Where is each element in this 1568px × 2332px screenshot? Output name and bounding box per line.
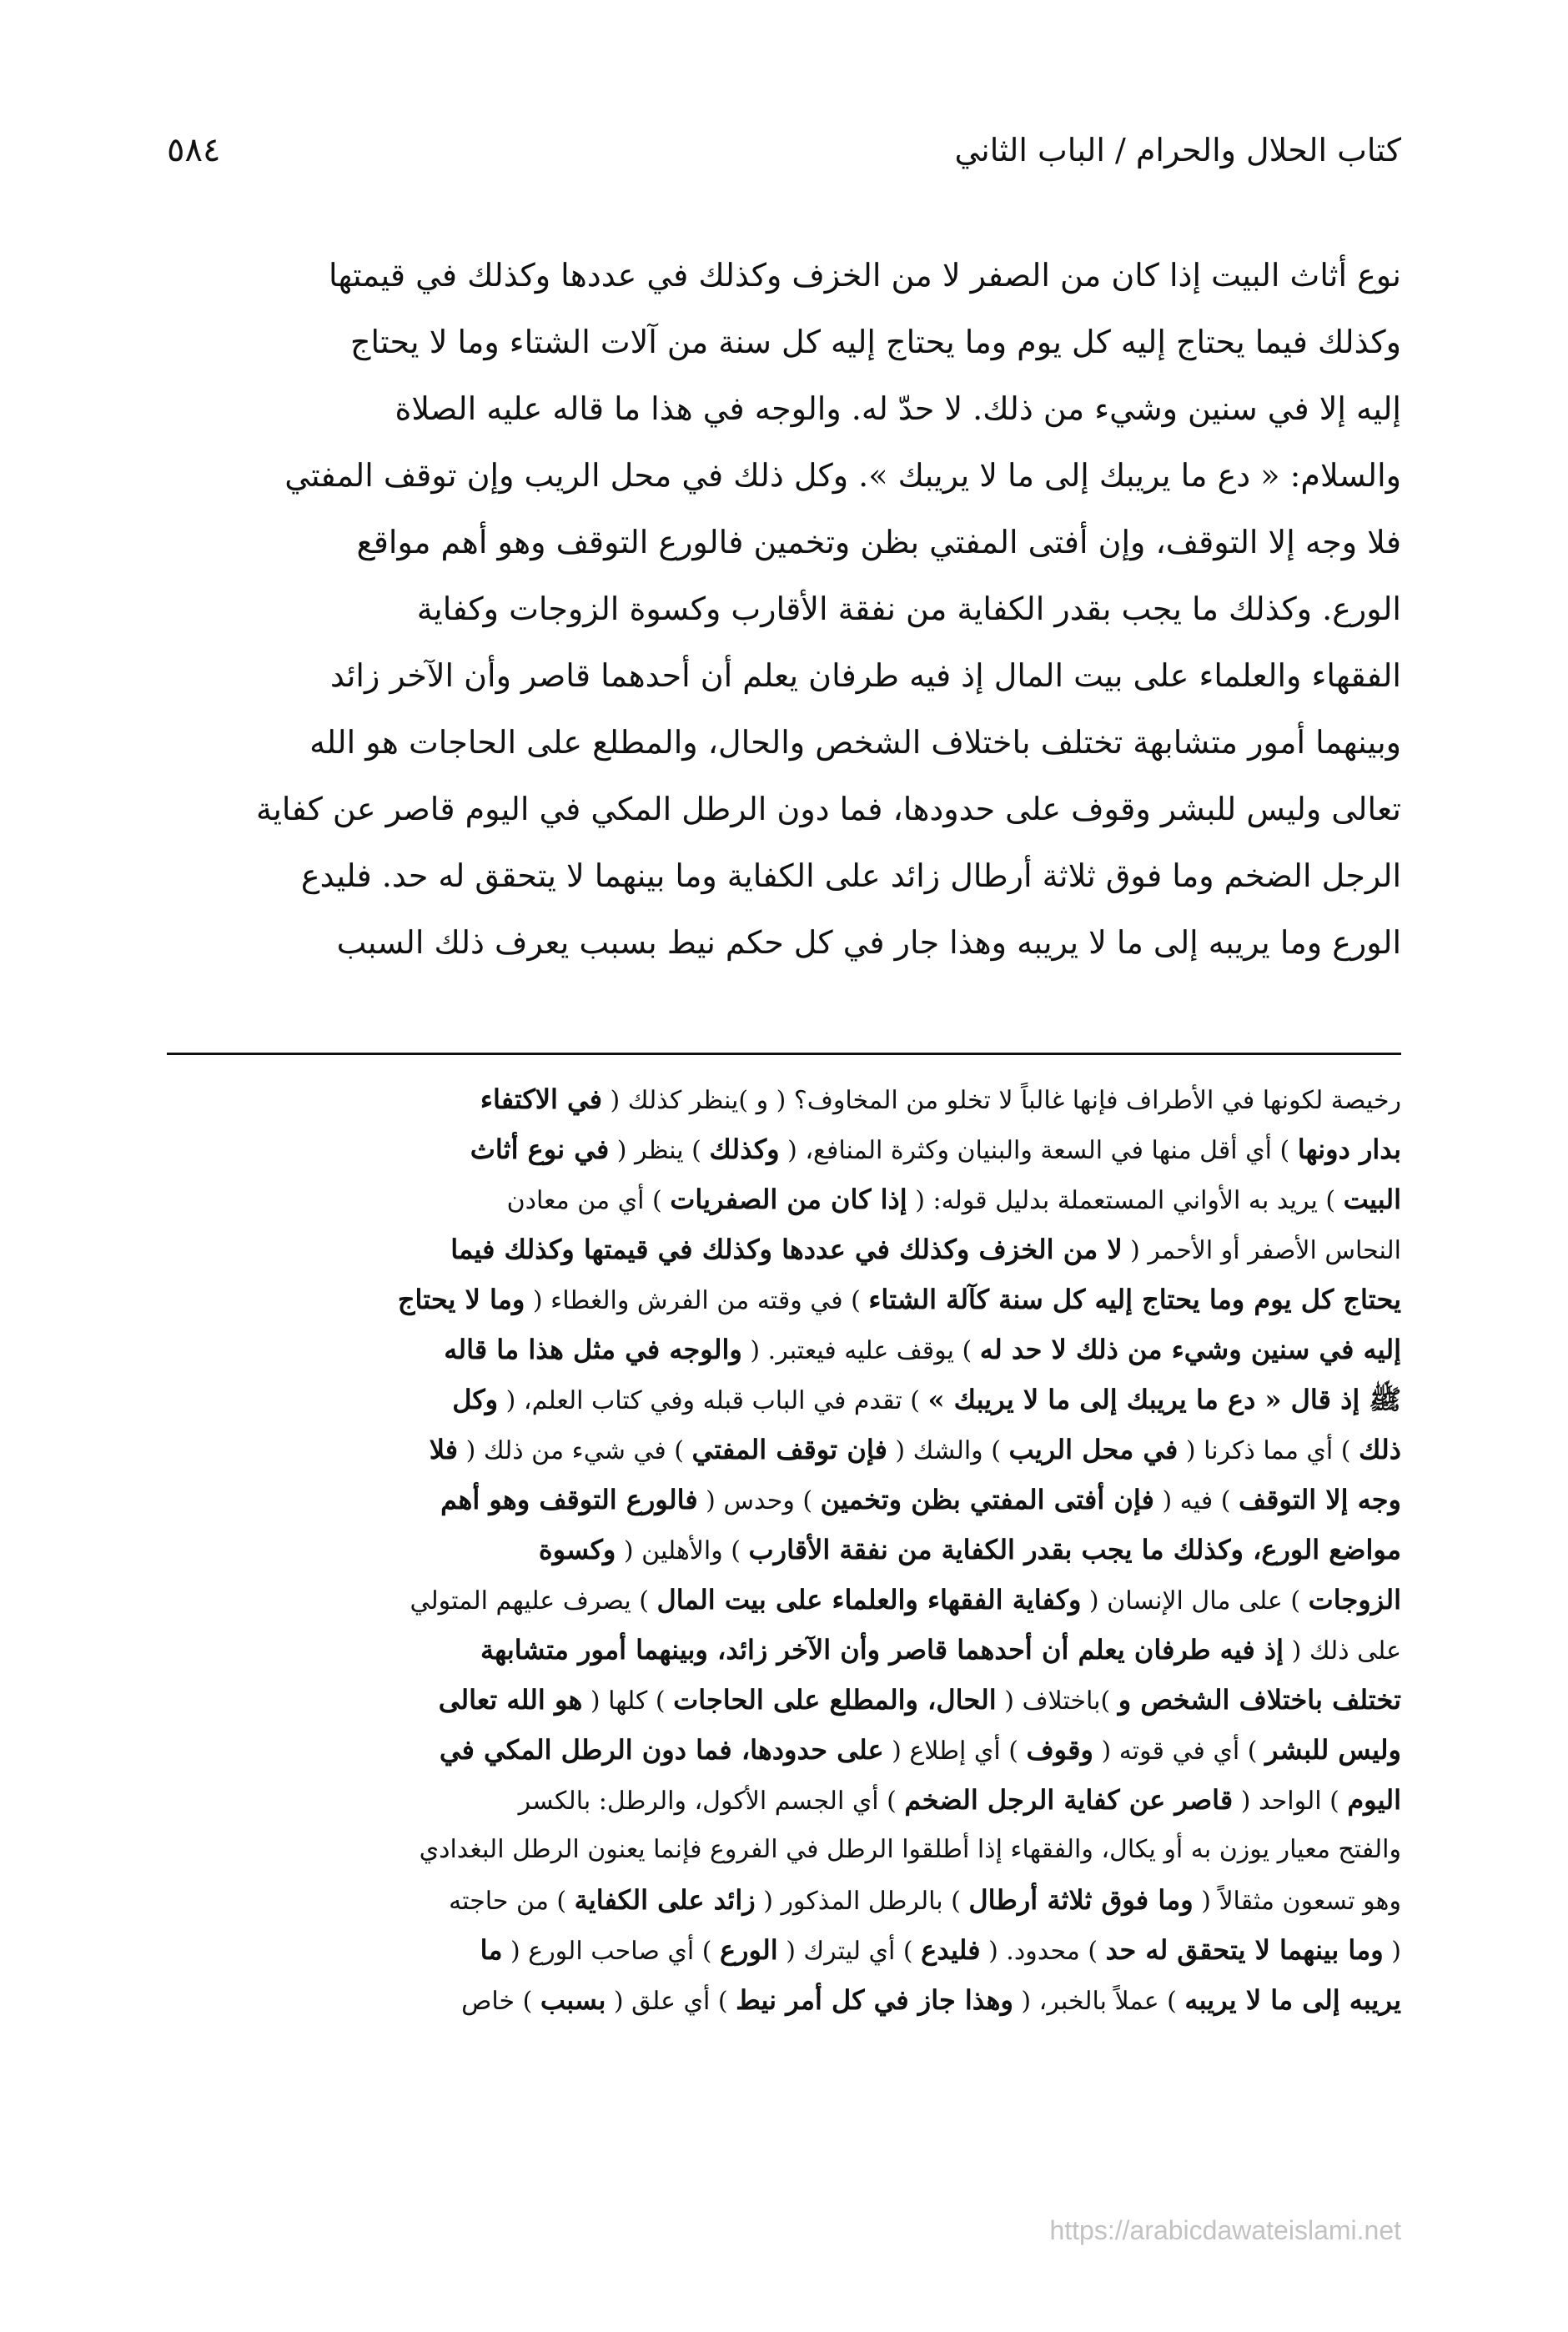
commentary-line — [167, 1525, 1401, 1575]
quoted-text: بدار دونها — [1297, 1133, 1401, 1165]
commentary-text: ) ينظر ( — [609, 1136, 710, 1165]
quoted-text: زائد على الكفاية — [574, 1884, 756, 1916]
commentary-text: ) كلها ( — [582, 1686, 674, 1716]
main-text-line: الورع وما يريبه إلى ما لا يريبه وهذا جار في كل حكم نيط بسبب يعرف ذلك السبب — [336, 924, 1401, 961]
commentary-text: )باختلاف ( — [996, 1686, 1118, 1716]
quoted-text: هو الله تعالى — [438, 1684, 583, 1716]
commentary-text: ) تقدم في الباب قبله وفي كتاب العلم، ( — [498, 1386, 928, 1415]
quoted-text: وما لا يحتاج — [397, 1284, 525, 1315]
quoted-text: البيت — [1343, 1184, 1401, 1215]
main-text-line: الفقهاء والعلماء على بيت المال إذ فيه طرفان يعلم أن أحدهما قاصر وأن الآخر زائد — [329, 657, 1401, 694]
commentary-text: ) على مال الإنسان ( — [1081, 1586, 1309, 1616]
commentary-line — [167, 1124, 1401, 1174]
commentary-text: ) عملاً بالخبر، ( — [1013, 1987, 1185, 2016]
quoted-text: اليوم — [1347, 1784, 1401, 1816]
commentary-text: وهو تسعون مثقالاً ( — [1193, 1887, 1401, 1916]
commentary-block — [167, 1074, 1401, 2025]
main-text-line: نوع أثاث البيت إذا كان من الصفر لا من الخزف وكذلك في عددها وكذلك في قيمتها — [328, 257, 1401, 294]
footnote-divider — [167, 1053, 1401, 1055]
main-text-line: الرجل الضخم وما فوق ثلاثة أرطال زائد على الكفاية وما بينهما لا يتحقق له حد. فليدع — [300, 857, 1401, 894]
commentary-line — [167, 1975, 1401, 2025]
main-text-line: فلا وجه إلا التوقف، وإن أفتى المفتي بظن وتخمين فالورع التوقف وهو أهم مواقع — [356, 524, 1401, 560]
commentary-line — [167, 1775, 1401, 1825]
commentary-text: ) من حاجته — [449, 1887, 575, 1916]
quoted-text: إذا كان من الصفريات — [670, 1184, 907, 1215]
page-number: ٥٨٤ — [167, 131, 221, 169]
quoted-text: في نوع أثاث — [470, 1133, 610, 1165]
quoted-text: يحتاج كل يوم وما يحتاج إليه كل سنة كآلة الشتاء — [868, 1284, 1401, 1315]
commentary-text: ) والأهلين ( — [616, 1536, 749, 1566]
commentary-text: ) يصرف عليهم المتولي — [410, 1586, 657, 1616]
quoted-text: على حدودها، فما دون الرطل المكي في — [439, 1734, 884, 1766]
commentary-text: ( — [1383, 1937, 1401, 1966]
commentary-text: ) أي الجسم الأكول، والرطل: بالكسر — [518, 1787, 905, 1816]
quoted-text: وكذلك — [709, 1133, 780, 1165]
running-title: كتاب الحلال والحرام / الباب الثاني — [954, 132, 1401, 168]
quoted-text: وهذا جاز في كل أمر نيط — [736, 1984, 1013, 2016]
quoted-text: تختلف باختلاف الشخص و — [1118, 1684, 1401, 1716]
quoted-text: إليه في سنين وشيء من ذلك لا حد له — [979, 1334, 1401, 1365]
commentary-text: ) يوقف عليه فيعتبر. ( — [741, 1336, 980, 1365]
main-text-line: تعالى وليس للبشر وقوف على حدودها، فما دون الرطل المكي في اليوم قاصر عن كفاية — [255, 791, 1401, 827]
quoted-text: وكفاية الفقهاء والعلماء على بيت المال — [656, 1584, 1082, 1616]
quoted-text: وكل — [452, 1384, 499, 1415]
commentary-line — [167, 1425, 1401, 1475]
quoted-text: وما فوق ثلاثة أرطال — [968, 1884, 1194, 1916]
quoted-text: في محل الريب — [1008, 1434, 1179, 1465]
quoted-text: فليدع — [921, 1934, 981, 1966]
quoted-text: فإن أفتى المفتي بظن وتخمين — [820, 1484, 1154, 1515]
quoted-text: فلا — [429, 1434, 459, 1465]
watermark-url: https://arabicdawateislami.net — [1049, 2215, 1401, 2245]
commentary-text: ) والشك ( — [887, 1436, 1009, 1465]
commentary-text: رخيصة لكونها في الأطراف فإنها غالباً لا تخلو من المخاوف؟ ( و )ينظر كذلك ( — [602, 1086, 1401, 1115]
quoted-text: يريبه إلى ما لا يريبه — [1184, 1984, 1401, 2016]
commentary-text: والفتح معيار يوزن به أو يكال، والفقهاء إذا أطلقوا الرطل في الفروع فإنما يعنون الرطل البغدادي — [419, 1835, 1401, 1864]
commentary-line — [167, 1324, 1401, 1375]
commentary-line — [167, 1074, 1401, 1124]
commentary-text: ) أي إطلاع ( — [883, 1736, 1027, 1766]
quoted-text: مواضع الورع، وكذلك ما يجب بقدر الكفاية من نفقة الأقارب — [748, 1534, 1401, 1566]
commentary-text: ) أي مما ذكرنا ( — [1178, 1436, 1359, 1465]
commentary-text: ) الواحد ( — [1233, 1787, 1348, 1816]
quoted-text: وجه إلا التوقف — [1238, 1484, 1401, 1515]
commentary-text: ) محدود. ( — [980, 1937, 1106, 1966]
quoted-text: إذ فيه طرفان يعلم أن أحدهما قاصر وأن الآخر زائد، وبينهما أمور متشابهة — [480, 1634, 1284, 1666]
commentary-line — [167, 1174, 1401, 1224]
commentary-text: على ذلك ( — [1284, 1636, 1401, 1666]
main-text-line: الورع. وكذلك ما يجب بقدر الكفاية من نفقة الأقارب وكسوة الزوجات وكفاية — [416, 591, 1401, 627]
commentary-text: ) أي من معادن — [506, 1186, 671, 1215]
quoted-text: وقوف — [1026, 1734, 1093, 1766]
commentary-line — [167, 1274, 1401, 1324]
quoted-text: ما — [480, 1934, 503, 1966]
main-text-line: إليه إلا في سنين وشيء من ذلك. لا حدّ له. والوجه في هذا ما قاله عليه الصلاة — [395, 390, 1401, 427]
quoted-text: والوجه في مثل هذا ما قاله — [444, 1334, 742, 1365]
quoted-text: ذلك — [1359, 1434, 1401, 1465]
quoted-text: فالورع التوقف وهو أهم — [440, 1484, 698, 1515]
commentary-line — [167, 1625, 1401, 1675]
commentary-text: ) أي علق ( — [606, 1987, 736, 2016]
main-text-line: وكذلك فيما يحتاج إليه كل يوم وما يحتاج إليه كل سنة من آلات الشتاء وما لا يحتاج — [349, 324, 1401, 360]
quoted-text: قاصر عن كفاية الرجل الضخم — [904, 1784, 1234, 1816]
commentary-text: ) في وقته من الفرش والغطاء ( — [525, 1286, 869, 1315]
commentary-line — [167, 1825, 1401, 1875]
quoted-text: لا من الخزف وكذلك في عددها وكذلك في قيمتها وكذلك فيما — [450, 1234, 1123, 1265]
main-text-line: وبينهما أمور متشابهة تختلف باختلاف الشخص والحال، والمطلع على الحاجات هو الله — [309, 724, 1401, 761]
main-text-line: والسلام: « دع ما يريبك إلى ما لا يريبك ». وكل ذلك في محل الريب وإن توقف المفتي — [284, 457, 1401, 494]
quoted-text: ﷺ إذ قال « دع ما يريبك إلى ما لا يريبك » — [927, 1384, 1401, 1415]
quoted-text: الورع — [719, 1934, 778, 1966]
commentary-text: ) أي أقل منها في السعة والبنيان وكثرة المنافع، ( — [779, 1136, 1298, 1165]
quoted-text: الزوجات — [1308, 1584, 1401, 1616]
commentary-line — [167, 1575, 1401, 1625]
page-header — [167, 117, 1401, 183]
commentary-text: ) خاص — [461, 1987, 540, 2016]
commentary-text: ) أي ليترك ( — [777, 1937, 922, 1966]
quoted-text: في الاكتفاء — [480, 1083, 603, 1115]
commentary-text: ) يريد به الأواني المستعملة بدليل قوله: ( — [907, 1186, 1344, 1215]
commentary-text: ) بالرطل المذكور ( — [755, 1887, 969, 1916]
commentary-line — [167, 1675, 1401, 1725]
commentary-text: ) فيه ( — [1153, 1486, 1239, 1515]
main-text-block — [167, 242, 1401, 976]
commentary-text: النحاس الأصفر أو الأحمر ( — [1122, 1236, 1401, 1265]
commentary-text: ) أي صاحب الورع ( — [502, 1937, 720, 1966]
quoted-text: فإن توقف المفتي — [691, 1434, 887, 1465]
quoted-text: وكسوة — [538, 1534, 616, 1566]
commentary-line — [167, 1475, 1401, 1525]
quoted-text: بسبب — [540, 1984, 606, 2016]
commentary-text: ) أي في قوته ( — [1093, 1736, 1265, 1766]
commentary-line — [167, 1875, 1401, 1925]
commentary-text: ) في شيء من ذلك ( — [458, 1436, 692, 1465]
commentary-line — [167, 1224, 1401, 1274]
commentary-line — [167, 1375, 1401, 1425]
quoted-text: الحال، والمطلع على الحاجات — [673, 1684, 997, 1716]
commentary-line — [167, 1725, 1401, 1775]
commentary-text: ) وحدس ( — [697, 1486, 821, 1515]
quoted-text: وليس للبشر — [1265, 1734, 1401, 1766]
commentary-line — [167, 1925, 1401, 1975]
quoted-text: وما بينهما لا يتحقق له حد — [1105, 1934, 1384, 1966]
